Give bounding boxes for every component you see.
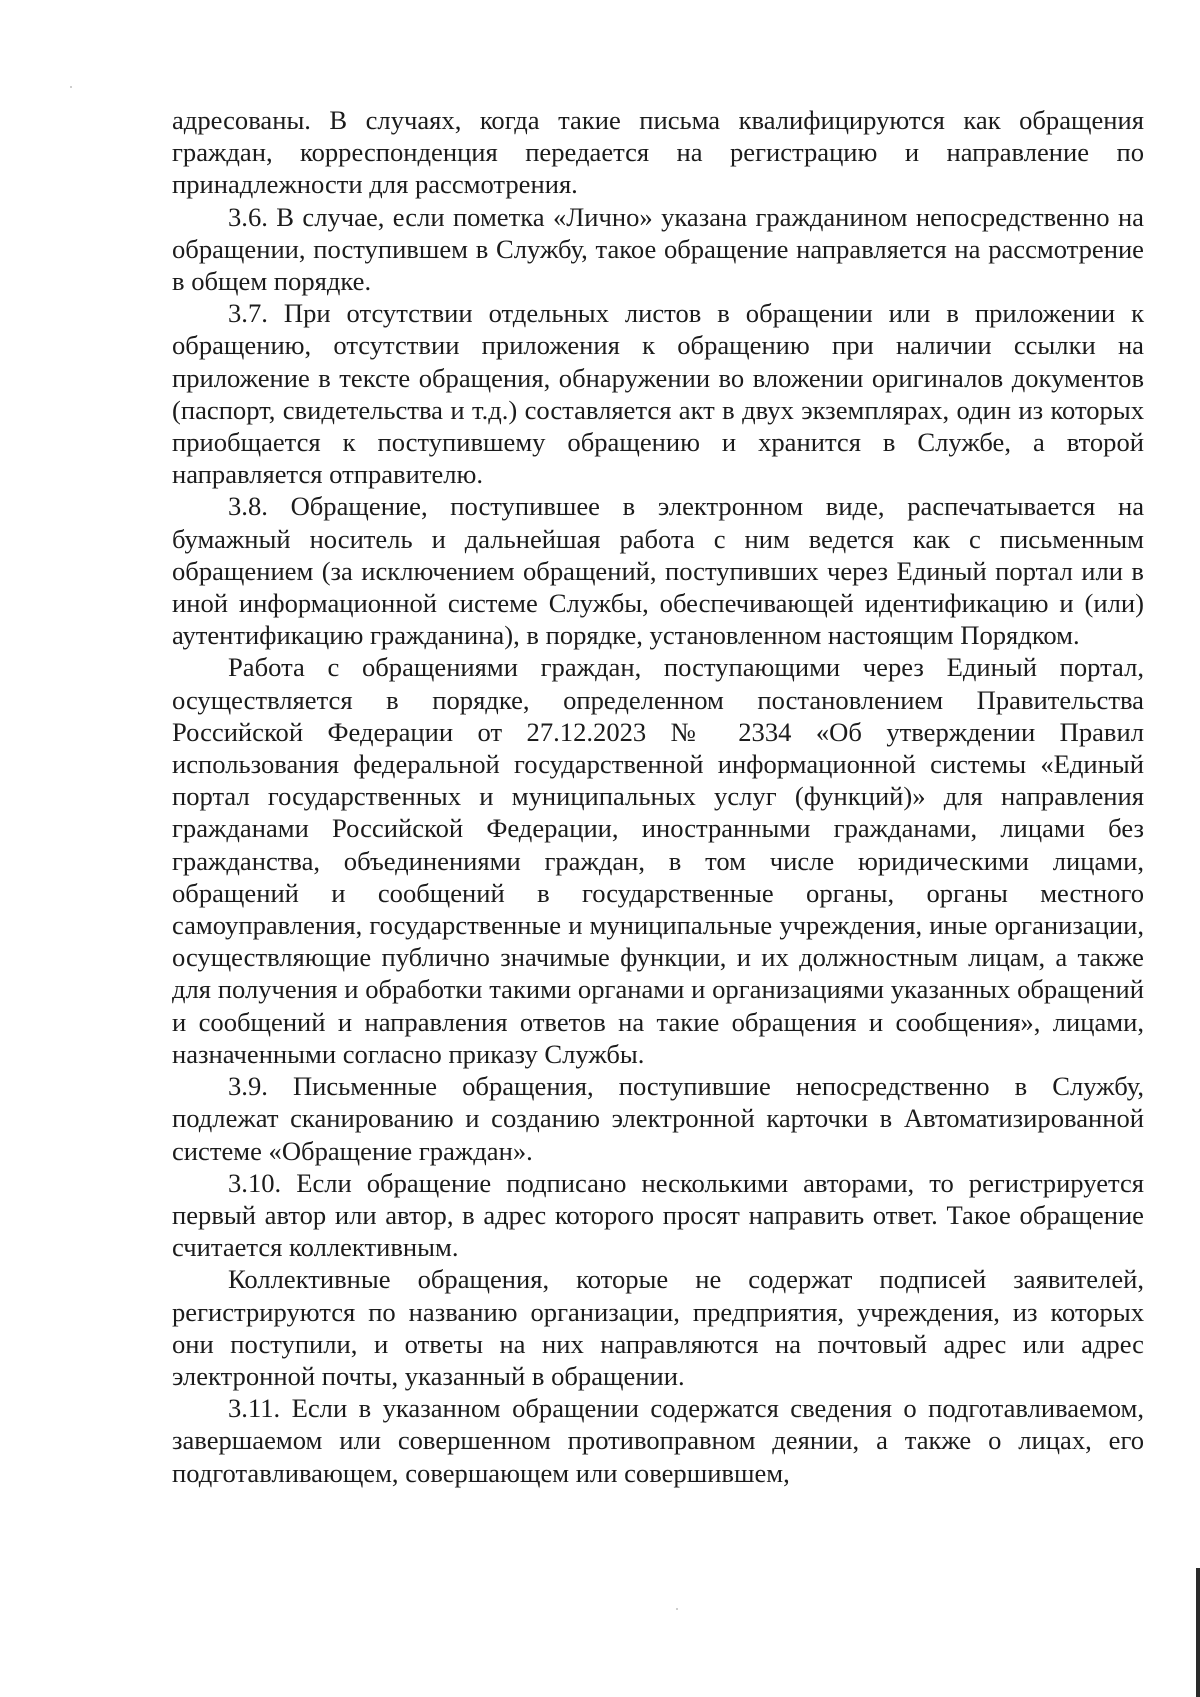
paragraph-unified-portal: Работа с обращениями граждан, поступающими через Единый портал, осуществляется в порядке, определенном постановлением Правительства Российской Федерации от 27.12.2023 № 2334 «Об утверждении Правил использования федеральной государственной информационной системы «Единый портал государственных и муниципальных услуг (функций)» для направления гражданами Российской Федерации, иностранными гражданами, лицами без гражданства, объединениями граждан, в том числе юридическими лицами, обращений и сообщений в государственные органы, органы местного самоуправления, государственные и муниципальные учреждения, иные организации, осуществляющие публично значимые функции, и их должностным лицам, а также для получения и обработки такими органами и организациями указанных обращений и сообщений и направления ответов на такие обращения и сообщения», лицами, назначенными согласно приказу Службы. <box>172 652 1144 1069</box>
paragraph-3-9: 3.9. Письменные обращения, поступившие непосредственно в Службу, подлежат сканированию и созданию электронной карточки в Автоматизированной системе «Обращение граждан». <box>172 1071 1144 1166</box>
paragraph-collective: Коллективные обращения, которые не содержат подписей заявителей, регистрируются по названию организации, предприятия, учреждения, из которых они поступили, и ответы на них направляются на почтовый адрес или адрес электронной почты, указанный в обращении. <box>172 1264 1144 1391</box>
paragraph-3-11: 3.11. Если в указанном обращении содержатся сведения о подготавливаемом, завершаемом или совершенном противоправном деянии, а также о лицах, его подготавливающем, совершающем или совершившем, <box>172 1393 1144 1488</box>
scan-speck <box>70 86 72 88</box>
paragraph-3-6: 3.6. В случае, если пометка «Лично» указана гражданином непосредственно на обращении, поступившем в Службу, такое обращение направляется на рассмотрение в общем порядке. <box>172 201 1144 297</box>
scan-speck <box>676 1608 678 1610</box>
paragraph-3-8: 3.8. Обращение, поступившее в электронном виде, распечатывается на бумажный носитель и дальнейшая работа с ним ведется как с письменным обращением (за исключением обращений, поступивших через Единый портал или в иной информационной системе Службы, обеспечивающей идентификацию и (или) аутентификацию гражданина), в порядке, установленном настоящим Порядком. <box>172 491 1144 651</box>
document-body <box>172 104 1144 1489</box>
scan-edge-mark <box>1196 1568 1200 1697</box>
paragraph-3-7: 3.7. При отсутствии отдельных листов в обращении или в приложении к обращению, отсутствии приложения к обращению при наличии ссылки на приложение в тексте обращения, обнаружении во вложении оригиналов документов (паспорт, свидетельства и т.д.) составляется акт в двух экземплярах, один из которых приобщается к поступившему обращению и хранится в Службе, а второй направляется отправителю. <box>172 298 1144 490</box>
paragraph-continuation: адресованы. В случаях, когда такие письма квалифицируются как обращения граждан, корреспонденция передается на регистрацию и направление по принадлежности для рассмотрения. <box>172 105 1144 200</box>
paragraph-3-10: 3.10. Если обращение подписано несколькими авторами, то регистрируется первый автор или автор, в адрес которого просят направить ответ. Такое обращение считается коллективным. <box>172 1167 1144 1263</box>
